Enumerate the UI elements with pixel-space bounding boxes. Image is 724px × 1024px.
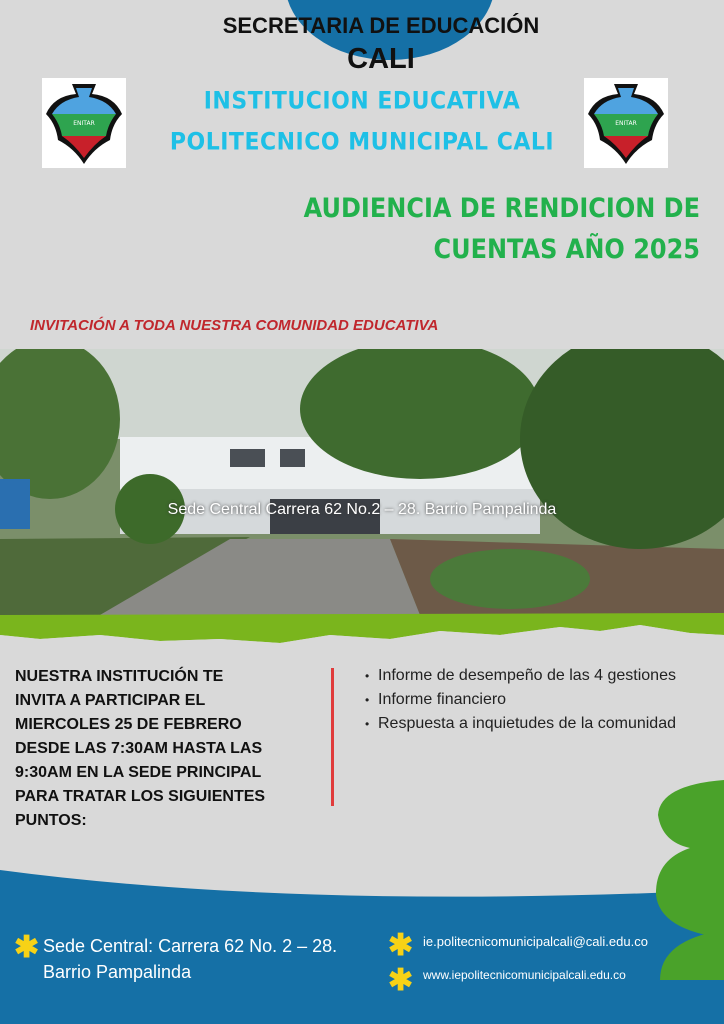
torn-green-band [0, 605, 724, 655]
invite-line: DESDE LAS 7:30AM HASTA LAS [15, 740, 263, 757]
city-title: CALI [347, 43, 415, 75]
agenda-item: • Informe financiero [378, 688, 698, 712]
event-title-line2: CUENTAS AÑO 2025 [433, 233, 700, 265]
svg-text:ENITAR: ENITAR [615, 120, 637, 127]
star-icon: ✱ [388, 929, 414, 962]
invite-line: 9:30AM EN LA SEDE PRINCIPAL [15, 764, 262, 781]
footer-background [0, 780, 724, 1024]
address-line1: Sede Central: Carrera 62 No. 2 – 28. [43, 936, 338, 956]
star-icon: ✱ [388, 964, 414, 997]
address-line2: Barrio Pampalinda [43, 962, 192, 982]
footer-email[interactable]: ie.politecnicomunicipalcali@cali.edu.co [423, 934, 648, 949]
campus-photo [0, 349, 724, 615]
footer-website[interactable]: www.iepolitecnicomunicipalcali.edu.co [423, 968, 626, 982]
photo-caption: Sede Central Carrera 62 No.2 – 28. Barrio Pampalinda [167, 501, 557, 518]
agenda-item: • Respuesta a inquietudes de la comunidad [378, 712, 698, 736]
agenda-points [378, 664, 698, 736]
invite-line: PUNTOS: [15, 812, 87, 829]
invite-line: PARA TRATAR LOS SIGUIENTES [15, 788, 266, 805]
star-icon: ✱ [14, 931, 40, 964]
institution-line2: POLITECNICO MUNICIPAL CALI [169, 128, 555, 157]
footer-address [43, 933, 337, 985]
agenda-item: • Informe de desempeño de las 4 gestiones [378, 664, 698, 688]
invite-line: INVITA A PARTICIPAR EL [15, 692, 206, 709]
svg-text:ENITAR: ENITAR [73, 120, 95, 127]
event-title-line1: AUDIENCIA DE RENDICION DE [303, 192, 700, 224]
secretaria-title: SECRETARIA DE EDUCACIÓN [222, 13, 540, 38]
invite-line: NUESTRA INSTITUCIÓN TE [15, 668, 224, 685]
invite-line: MIERCOLES 25 DE FEBRERO [15, 716, 242, 733]
institution-line1: INSTITUCION EDUCATIVA [203, 87, 521, 116]
invitation-heading: INVITACIÓN A TODA NUESTRA COMUNIDAD EDUCATIVA [30, 317, 439, 334]
